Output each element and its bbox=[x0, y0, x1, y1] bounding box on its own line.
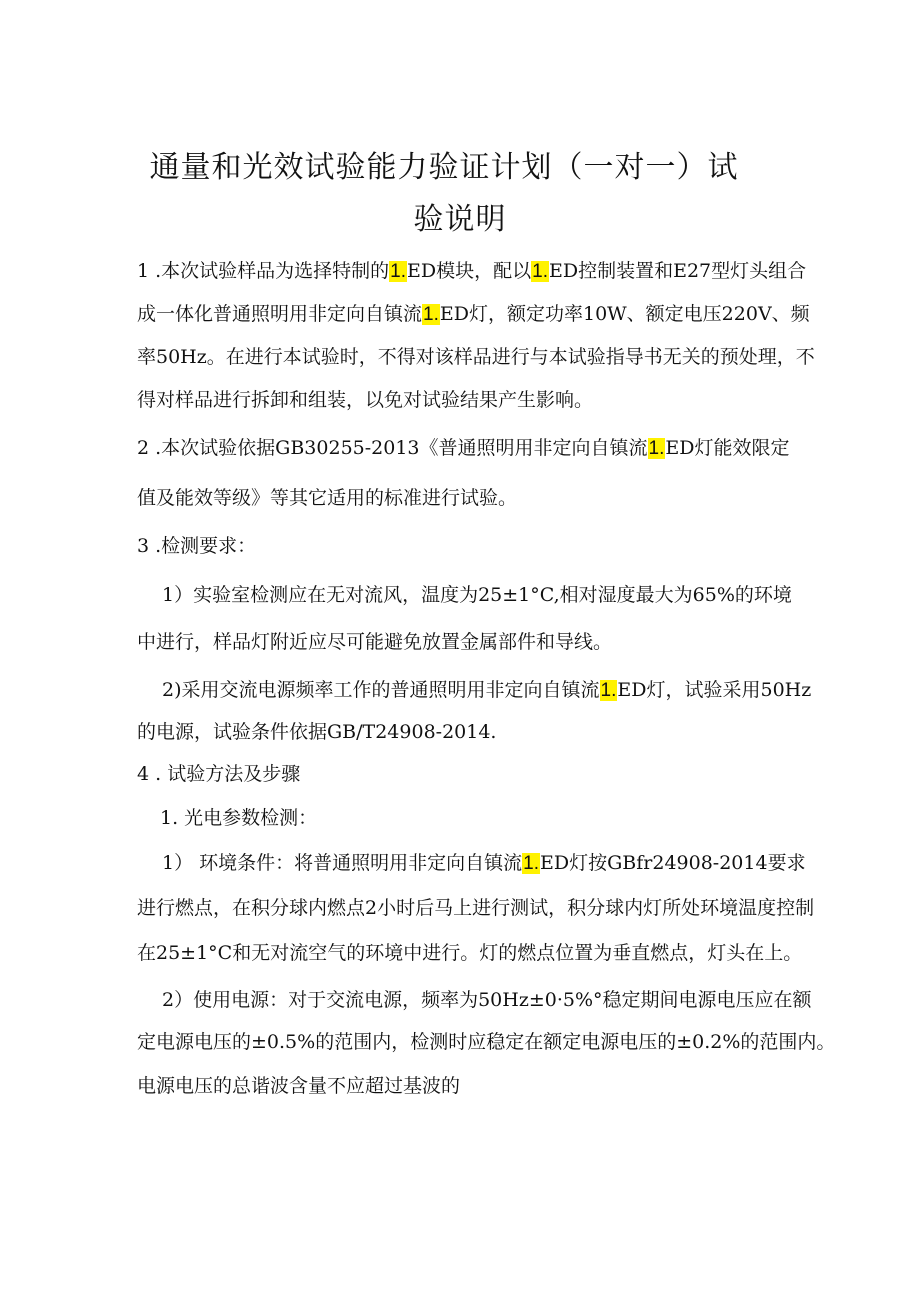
text-run: ED灯，额定功率10W、额定电压220V、频 bbox=[439, 303, 810, 325]
paragraph-2-line-1 bbox=[137, 428, 790, 468]
item-4-1-2-line-1: 2）使用电源：对于交流电源，频率为50Hz±0·5%°稳定期间电源电压应在额 bbox=[162, 989, 812, 1011]
item-3-2-line-1 bbox=[162, 670, 811, 710]
highlighted-text: 1. bbox=[600, 680, 617, 701]
text-run: ED灯能效限定 bbox=[665, 437, 790, 459]
highlighted-text: 1. bbox=[648, 438, 665, 459]
text-run: 2 .本次试验依据GB30255-2013《普通照明用非定向自镇流 bbox=[137, 437, 648, 459]
document-title-line-1: 通量和光效试验能力验证计划（一对一）试 bbox=[149, 150, 739, 185]
text-run: 成一体化普通照明用非定向自镇流 bbox=[137, 303, 423, 325]
highlighted-text: 1. bbox=[532, 261, 548, 282]
sub-heading-4-1: 1. 光电参数检测： bbox=[160, 807, 318, 829]
item-4-1-1-line-3: 在25±1°C和无对流空气的环境中进行。灯的燃点位置为垂直燃点，灯头在上。 bbox=[137, 942, 803, 964]
paragraph-1-line-3: 率50Hz。在进行本试验时，不得对该样品进行与本试验指导书无关的预处理，不 bbox=[137, 346, 815, 368]
paragraph-1-line-1 bbox=[137, 251, 806, 291]
text-run: ED控制装置和E27型灯头组合 bbox=[549, 260, 807, 282]
highlighted-text: 1. bbox=[390, 261, 407, 282]
item-3-1-line-2: 中进行，样品灯附近应尽可能避免放置金属部件和导线。 bbox=[137, 631, 613, 653]
text-run: 2)采用交流电源频率工作的普通照明用非定向自镇流 bbox=[162, 679, 600, 701]
item-3-2-line-2: 的电源，试验条件依据GB/T24908-2014. bbox=[137, 721, 497, 743]
highlighted-text: 1. bbox=[523, 853, 539, 874]
text-run: ED灯按GBfr24908-2014要求 bbox=[540, 852, 806, 874]
paragraph-4-heading: 4 . 试验方法及步骤 bbox=[137, 763, 301, 785]
text-run: ED灯，试验采用50Hz bbox=[617, 679, 812, 701]
item-4-1-2-line-3: 电源电压的总谐波含量不应超过基波的 bbox=[137, 1075, 461, 1097]
highlighted-text: 1. bbox=[423, 304, 439, 325]
item-4-1-1-line-2: 进行燃点，在积分球内燃点2小时后马上进行测试，积分球内灯所处环境温度控制 bbox=[137, 897, 815, 919]
text-run: 1 .本次试验样品为选择特制的 bbox=[137, 260, 390, 282]
document-title-line-2: 验说明 bbox=[413, 202, 507, 237]
text-run: 1） 环境条件：将普通照明用非定向自镇流 bbox=[162, 852, 523, 874]
item-4-1-1-line-1 bbox=[162, 843, 806, 883]
text-run: ED模块，配以 bbox=[407, 260, 532, 282]
item-4-1-2-line-2: 定电源电压的±0.5%的范围内，检测时应稳定在额定电源电压的±0.2%的范围内。 bbox=[137, 1031, 836, 1053]
item-3-1-line-1: 1）实验室检测应在无对流风，温度为25±1°C,相对湿度最大为65%的环境 bbox=[162, 584, 792, 606]
paragraph-1-line-4: 得对样品进行拆卸和组装，以免对试验结果产生影响。 bbox=[137, 389, 594, 411]
paragraph-2-line-2: 值及能效等级》等其它适用的标准进行试验。 bbox=[137, 487, 518, 509]
paragraph-1-line-2 bbox=[137, 294, 810, 334]
paragraph-3-heading: 3 .检测要求： bbox=[137, 535, 257, 557]
